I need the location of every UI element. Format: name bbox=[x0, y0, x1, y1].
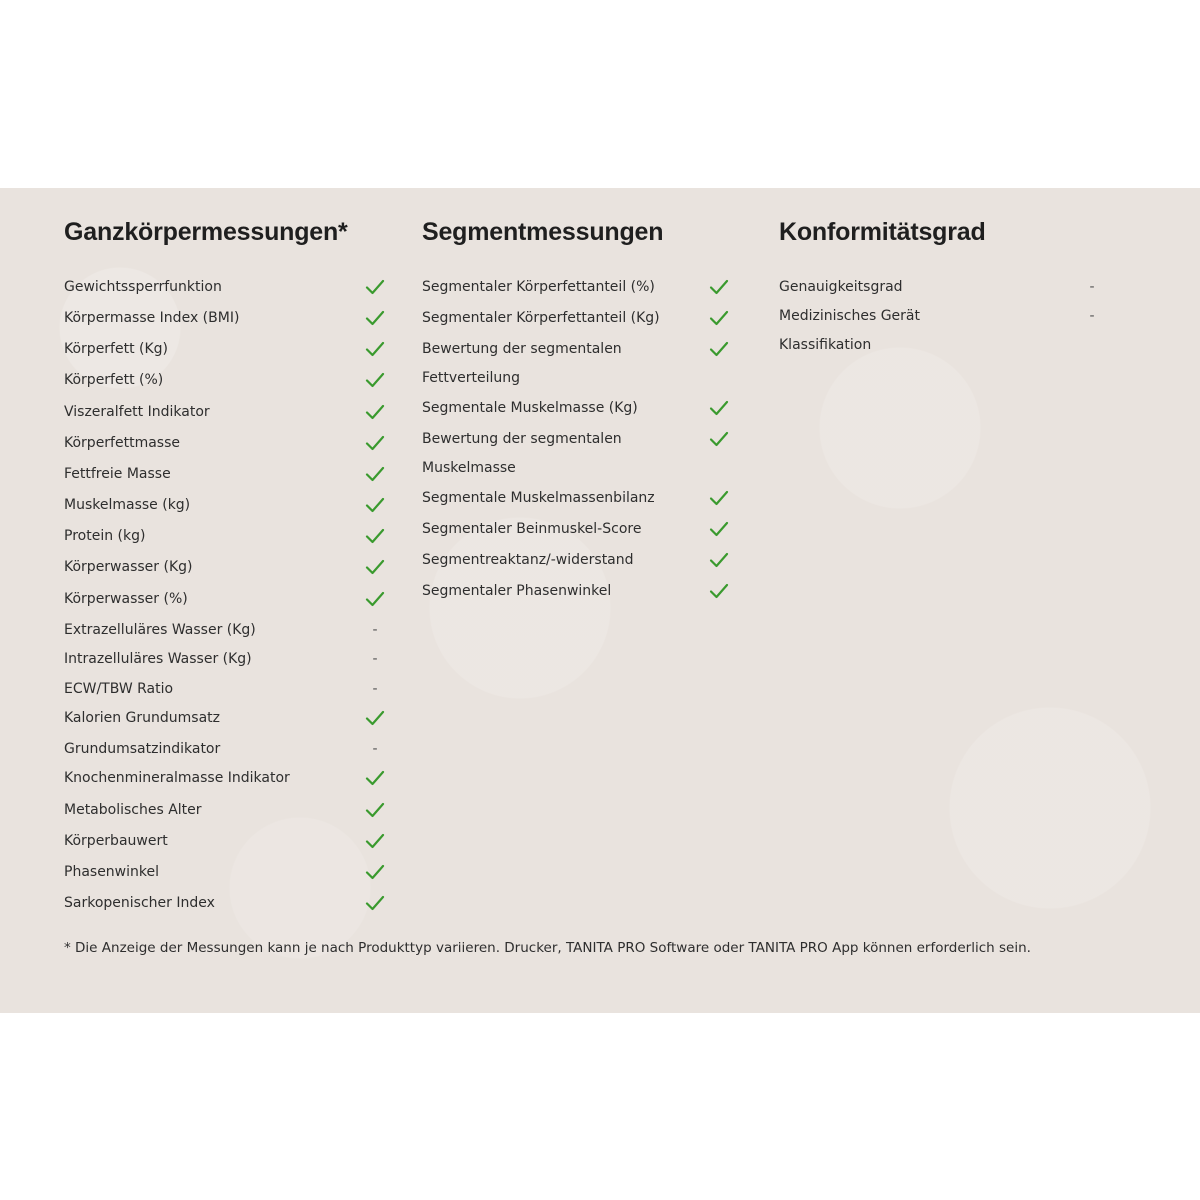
measurement-row bbox=[64, 831, 386, 851]
check-icon bbox=[708, 581, 730, 601]
measurement-label: Knochenmineralmasse Indikator bbox=[64, 770, 290, 786]
measurement-row bbox=[64, 679, 386, 699]
check-icon bbox=[364, 433, 386, 453]
measurement-row bbox=[64, 708, 386, 728]
measurement-label: Körperfett (Kg) bbox=[64, 341, 169, 357]
check-icon bbox=[364, 402, 386, 422]
unavailable-dash: - bbox=[372, 622, 378, 638]
measurement-label: Muskelmasse (kg) bbox=[64, 497, 191, 513]
measurement-label: Gewichtssperrfunktion bbox=[64, 279, 222, 295]
measurement-label: Genauigkeitsgrad bbox=[779, 279, 903, 295]
unavailable-dash: - bbox=[372, 741, 378, 757]
whole-body-title: Ganzkörpermessungen* bbox=[64, 218, 348, 246]
measurement-row bbox=[64, 526, 386, 546]
measurement-label-continued: Fettverteilung bbox=[422, 370, 521, 386]
measurement-row bbox=[422, 398, 730, 418]
footnote: * Die Anzeige der Messungen kann je nach Produkttyp variieren. Drucker, TANITA PRO Software oder TANITA PRO App können erforderlich sein. bbox=[64, 940, 1031, 956]
check-icon bbox=[364, 339, 386, 359]
measurement-label: Körperbauwert bbox=[64, 833, 168, 849]
measurement-row bbox=[64, 893, 386, 913]
check-icon bbox=[708, 519, 730, 539]
measurement-row bbox=[422, 550, 730, 570]
measurement-row bbox=[779, 306, 1103, 353]
measurement-row bbox=[64, 402, 386, 422]
check-icon bbox=[364, 893, 386, 913]
measurement-label: Metabolisches Alter bbox=[64, 802, 202, 818]
measurement-row bbox=[422, 429, 730, 476]
measurement-row bbox=[779, 277, 1103, 297]
measurement-row bbox=[64, 433, 386, 453]
measurement-row bbox=[64, 768, 386, 788]
unavailable-dash: - bbox=[372, 681, 378, 697]
measurement-row bbox=[64, 649, 386, 669]
check-icon bbox=[364, 557, 386, 577]
unavailable-dash: - bbox=[1089, 279, 1095, 295]
measurement-label: Körperfettmasse bbox=[64, 435, 180, 451]
check-icon bbox=[364, 589, 386, 609]
measurement-label: Körperwasser (Kg) bbox=[64, 559, 193, 575]
measurement-row bbox=[64, 277, 386, 297]
check-icon bbox=[364, 800, 386, 820]
measurement-label: Extrazelluläres Wasser (Kg) bbox=[64, 622, 256, 638]
measurement-label: Bewertung der segmentalen bbox=[422, 431, 622, 447]
measurement-row bbox=[64, 862, 386, 882]
measurement-label: Protein (kg) bbox=[64, 528, 146, 544]
measurement-label: Grundumsatzindikator bbox=[64, 741, 221, 757]
measurement-row bbox=[64, 589, 386, 609]
measurement-label-continued: Muskelmasse bbox=[422, 460, 516, 476]
measurement-row bbox=[64, 620, 386, 640]
measurement-label: Bewertung der segmentalen bbox=[422, 341, 622, 357]
measurement-label: Segmentale Muskelmasse (Kg) bbox=[422, 400, 638, 416]
unavailable-dash: - bbox=[1089, 308, 1095, 324]
check-icon bbox=[708, 277, 730, 297]
measurement-row bbox=[64, 308, 386, 328]
measurement-row bbox=[422, 308, 730, 328]
measurement-row bbox=[422, 519, 730, 539]
measurement-row bbox=[422, 581, 730, 601]
check-icon bbox=[364, 768, 386, 788]
measurement-label: Segmentaler Körperfettanteil (Kg) bbox=[422, 310, 660, 326]
check-icon bbox=[708, 488, 730, 508]
measurement-label: Phasenwinkel bbox=[64, 864, 159, 880]
check-icon bbox=[708, 398, 730, 418]
check-icon bbox=[364, 862, 386, 882]
measurement-label: Körpermasse Index (BMI) bbox=[64, 310, 240, 326]
measurement-label: Viszeralfett Indikator bbox=[64, 404, 210, 420]
measurement-label: Segmentale Muskelmassenbilanz bbox=[422, 490, 655, 506]
check-icon bbox=[364, 526, 386, 546]
measurement-label: Sarkopenischer Index bbox=[64, 895, 215, 911]
measurement-label: Intrazelluläres Wasser (Kg) bbox=[64, 651, 252, 667]
measurement-row bbox=[64, 495, 386, 515]
measurements-panel bbox=[0, 188, 1200, 1013]
check-icon bbox=[364, 708, 386, 728]
unavailable-dash: - bbox=[372, 651, 378, 667]
measurement-row bbox=[64, 464, 386, 484]
segment-title: Segmentmessungen bbox=[422, 218, 664, 246]
check-icon bbox=[708, 550, 730, 570]
measurement-label: Segmentaler Körperfettanteil (%) bbox=[422, 279, 655, 295]
measurement-row bbox=[64, 339, 386, 359]
measurement-label: Segmentreaktanz/-widerstand bbox=[422, 552, 634, 568]
measurement-label: Segmentaler Phasenwinkel bbox=[422, 583, 612, 599]
check-icon bbox=[708, 339, 730, 359]
measurement-row bbox=[422, 277, 730, 297]
measurement-label: Kalorien Grundumsatz bbox=[64, 710, 221, 726]
measurement-row bbox=[422, 488, 730, 508]
measurement-row bbox=[64, 557, 386, 577]
measurement-label: Körperwasser (%) bbox=[64, 591, 188, 607]
measurement-row bbox=[64, 800, 386, 820]
measurement-label: ECW/TBW Ratio bbox=[64, 681, 174, 697]
check-icon bbox=[364, 308, 386, 328]
measurement-row bbox=[64, 739, 386, 759]
measurement-row bbox=[422, 339, 730, 386]
check-icon bbox=[708, 429, 730, 449]
measurement-label: Segmentaler Beinmuskel-Score bbox=[422, 521, 642, 537]
measurement-label: Körperfett (%) bbox=[64, 372, 164, 388]
check-icon bbox=[364, 831, 386, 851]
measurement-label: Medizinisches Gerät bbox=[779, 308, 920, 324]
measurement-label: Fettfreie Masse bbox=[64, 466, 171, 482]
measurement-row bbox=[64, 370, 386, 390]
check-icon bbox=[364, 370, 386, 390]
check-icon bbox=[364, 464, 386, 484]
check-icon bbox=[708, 308, 730, 328]
conformity-title: Konformitätsgrad bbox=[779, 218, 986, 246]
check-icon bbox=[364, 495, 386, 515]
measurement-label-continued: Klassifikation bbox=[779, 337, 872, 353]
check-icon bbox=[364, 277, 386, 297]
